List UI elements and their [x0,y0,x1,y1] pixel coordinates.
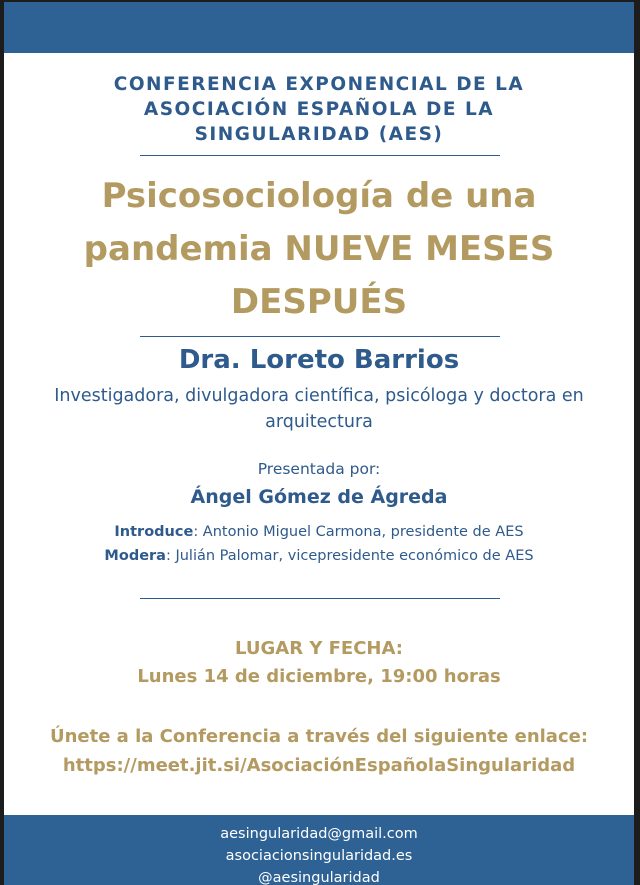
speaker-name: Dra. Loreto Barrios [178,345,460,375]
org-line-2: ASOCIACIÓN ESPAÑOLA DE LA [143,99,495,120]
divider-3 [140,598,500,599]
speaker-desc-line-2: arquitectura [265,412,373,432]
title-line-1: Psicosociología de una [101,176,537,216]
top-band [4,2,634,53]
moderator-label: Modera [104,548,166,564]
moderator-value: : Julián Palomar, vicepresidente económico de AES [165,548,534,564]
join-link[interactable]: https://meet.jit.si/AsociaciónEspañolaSingularidad [62,755,576,776]
event-poster [4,2,634,885]
event-title [4,170,634,329]
organization-heading [4,72,634,147]
title-line-3: DESPUÉS [230,282,408,322]
venue-date: Lunes 14 de diciembre, 19:00 horas [137,666,501,687]
org-line-1: CONFERENCIA EXPONENCIAL DE LA [113,74,525,95]
contact-email[interactable]: aesingularidad@gmail.com [220,826,418,842]
introducer-value: : Antonio Miguel Carmona, presidente de AES [193,524,524,540]
introducer-line [4,520,634,544]
divider-1 [140,155,500,156]
moderator-line [4,544,634,568]
contact-handle[interactable]: @aesingularidad [258,870,380,885]
contact-list [4,823,634,885]
title-line-2: pandemia NUEVE MESES [83,229,555,269]
speaker-description [4,383,634,435]
contact-website[interactable]: asociacionsingularidad.es [225,848,413,864]
org-line-3: SINGULARIDAD (AES) [194,124,444,145]
presenter-name: Ángel Gómez de Ágreda [190,486,448,508]
footer-band [4,815,634,885]
introducer-label: Introduce [114,524,194,540]
speaker-desc-line-1: Investigadora, divulgadora científica, psicóloga y doctora en [54,386,584,406]
divider-2 [140,336,500,337]
roles-list [4,520,634,568]
join-text: Únete a la Conferencia a través del siguiente enlace: [49,726,589,747]
presented-by-label: Presentada por: [257,460,381,478]
venue-label: LUGAR Y FECHA: [235,638,403,659]
